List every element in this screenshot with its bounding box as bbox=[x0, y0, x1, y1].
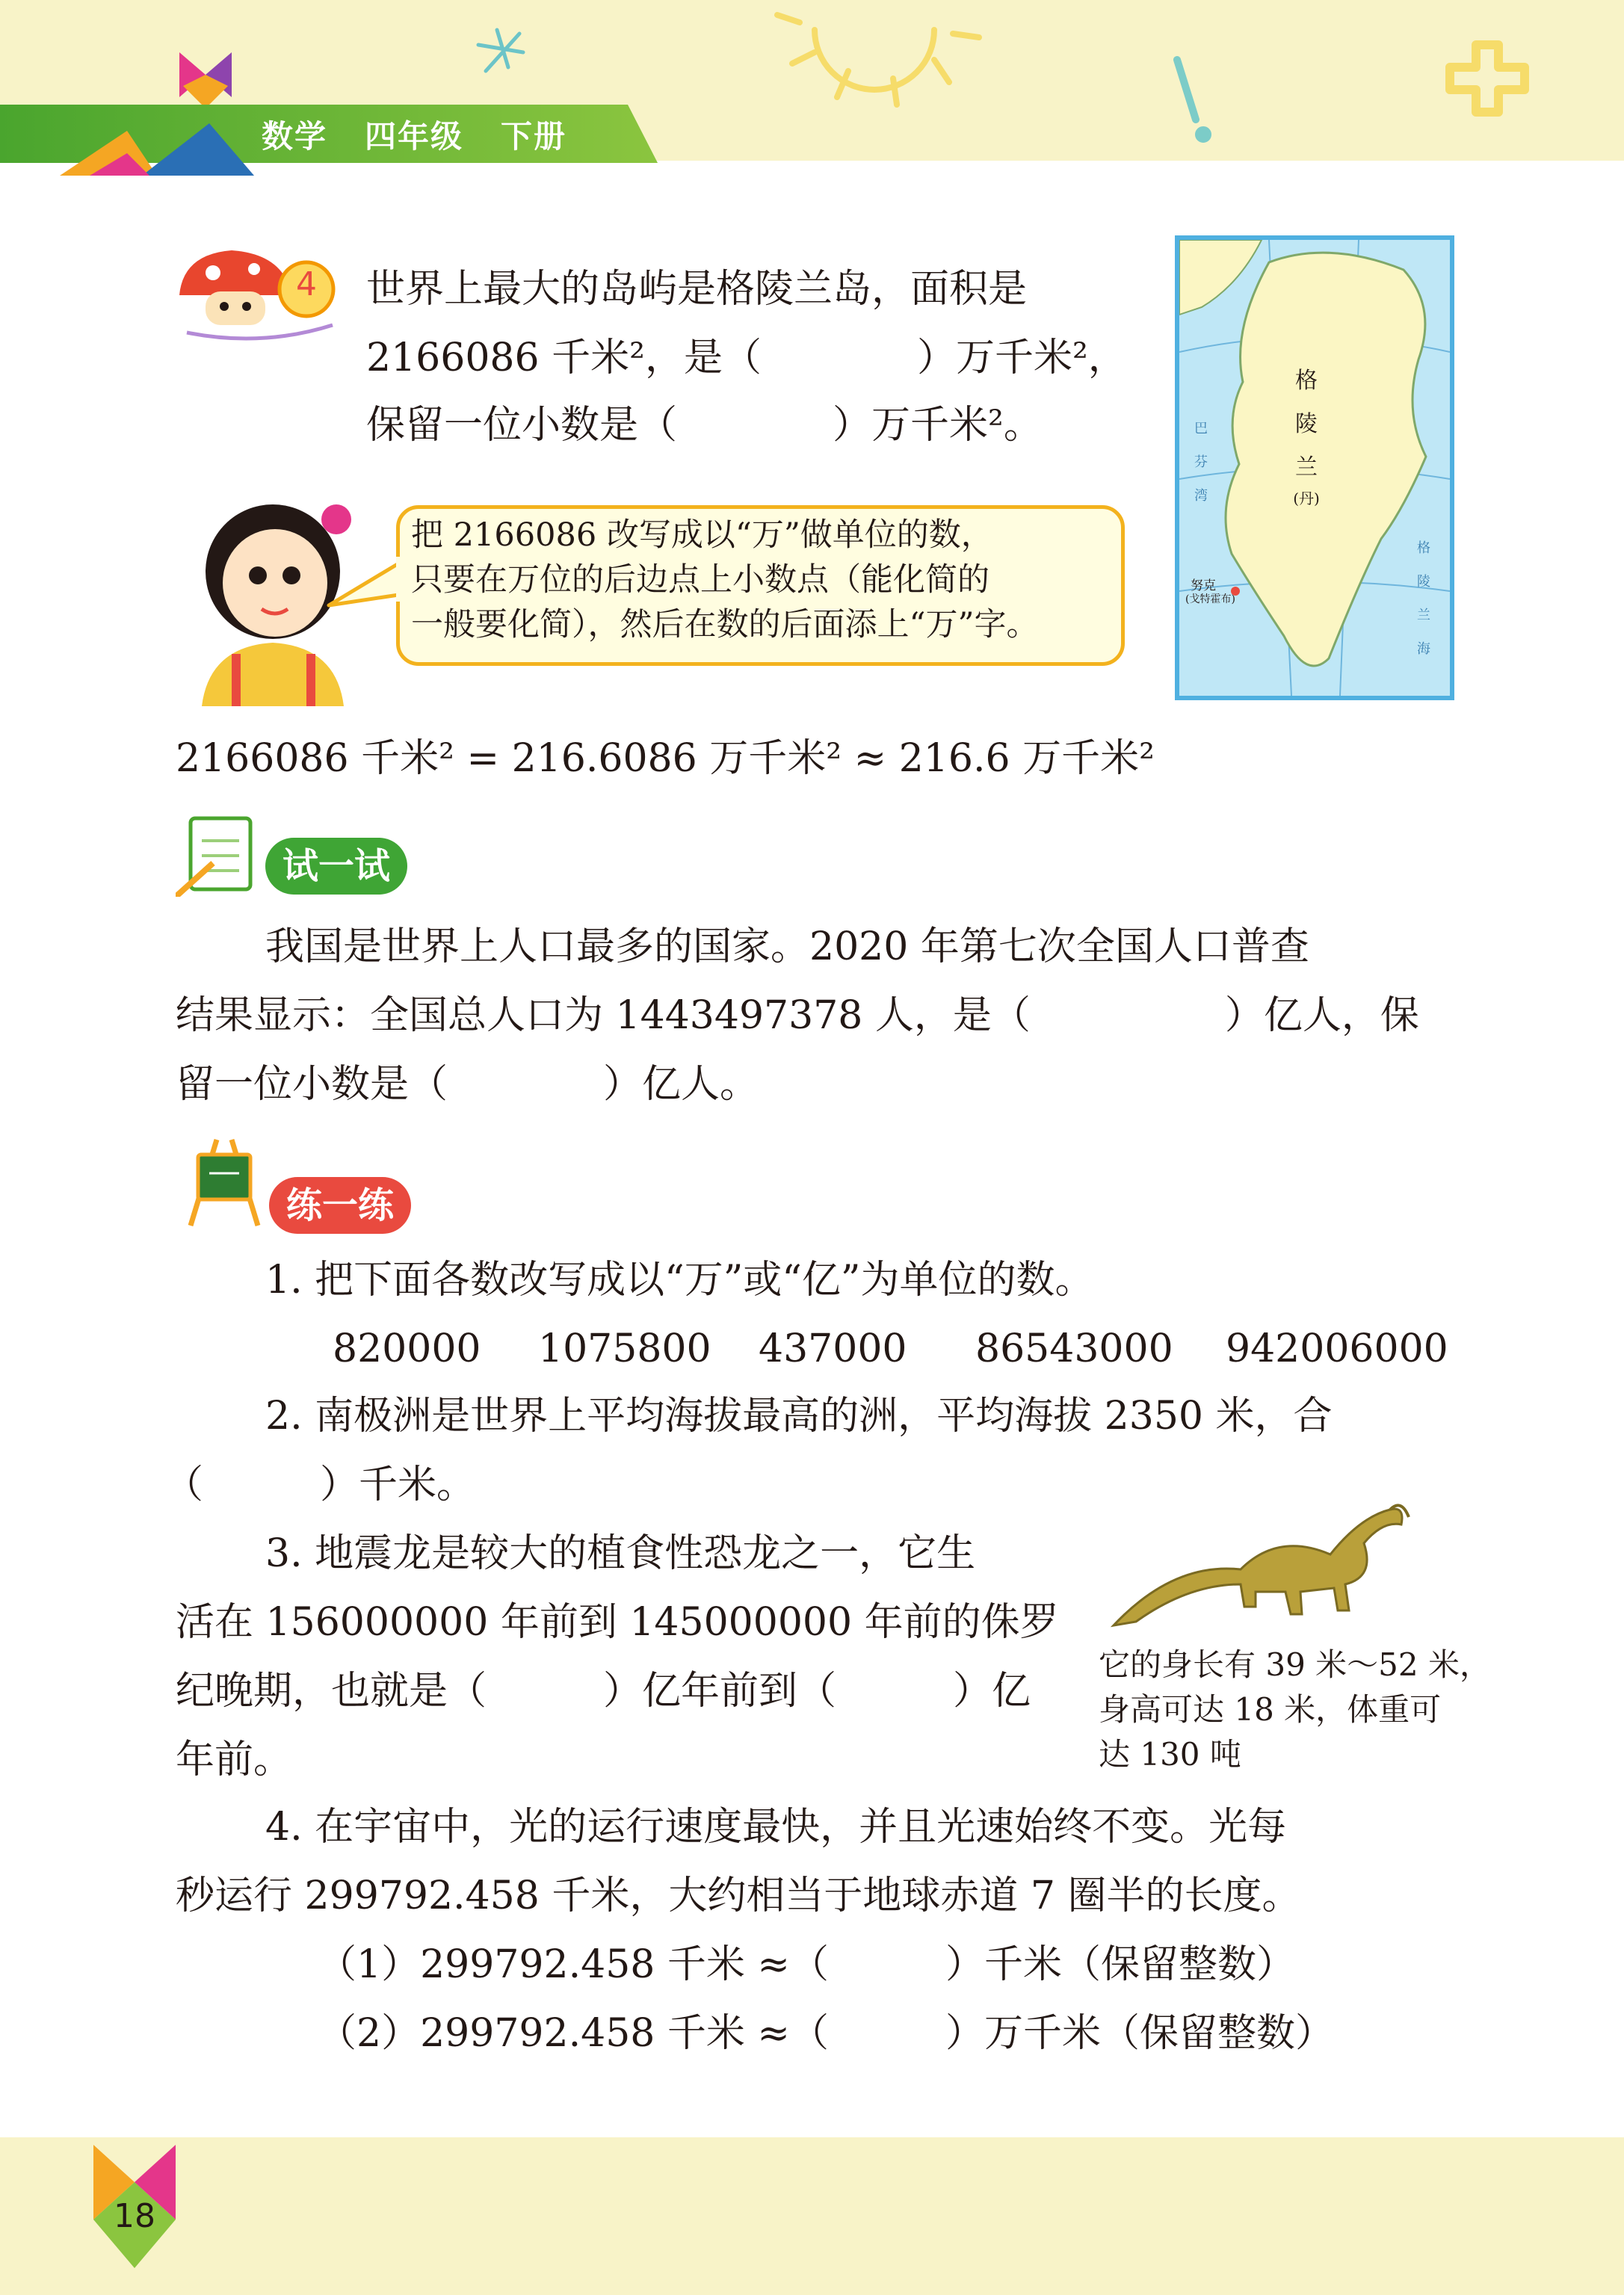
subject-label: 数学 bbox=[262, 118, 328, 155]
bubble-tail bbox=[321, 553, 404, 613]
map-char: 芬 bbox=[1194, 454, 1208, 470]
q3-line-4: 年前。 bbox=[176, 1738, 293, 1782]
map-char: 陵 bbox=[1417, 574, 1430, 590]
page-number: 18 bbox=[114, 2197, 155, 2235]
q3-line-3: 纪晚期，也就是（ ）亿年前到（ ）亿 bbox=[176, 1669, 1031, 1714]
dino-caption-line-1: 它的身长有 39 米～52 米， bbox=[1099, 1646, 1491, 1683]
greenland-shape bbox=[1226, 253, 1426, 666]
q4-sub-2: （2）299792.458 千米 ≈（ ）万千米（保留整数） bbox=[318, 2011, 1334, 2056]
greenland-map bbox=[1175, 235, 1454, 700]
tangram-logo-icon bbox=[179, 52, 232, 108]
try-line-3: 留一位小数是（ ）亿人。 bbox=[176, 1062, 759, 1107]
book-title bbox=[262, 112, 604, 157]
hint-line-2: 只要在万位的后边点上小数点（能化简的 bbox=[411, 561, 989, 599]
dino-caption-line-2: 身高可达 18 米，体重可 bbox=[1099, 1691, 1442, 1728]
try-line-2: 结果显示：全国总人口为 1443497378 人，是（ ）亿人，保 bbox=[176, 993, 1419, 1038]
example-equation: 2166086 千米² = 216.6086 万千米² ≈ 216.6 万千米² bbox=[176, 736, 1155, 781]
map-city-note: (戈特霍布) bbox=[1185, 593, 1235, 605]
map-char: 巴 bbox=[1194, 421, 1208, 436]
map-city: 努克 bbox=[1191, 578, 1216, 593]
q1-number: 1075800 bbox=[538, 1326, 711, 1371]
q1-number: 820000 bbox=[333, 1326, 481, 1371]
q1-number: 437000 bbox=[759, 1326, 907, 1371]
q3-line-2: 活在 156000000 年前到 145000000 年前的侏罗 bbox=[176, 1600, 1059, 1645]
star-doodle-icon bbox=[478, 30, 523, 71]
dino-caption-line-3: 达 130 吨 bbox=[1099, 1736, 1241, 1773]
map-sea-label-east bbox=[1417, 531, 1435, 666]
map-char: 海 bbox=[1417, 641, 1430, 657]
q4-line-1: 4. 在宇宙中，光的运行速度最快，并且光速始终不变。光每 bbox=[265, 1805, 1287, 1850]
example-number: 4 bbox=[296, 265, 317, 303]
q2-line-2: （ ）千米。 bbox=[164, 1462, 476, 1507]
grade-label: 四年级 bbox=[365, 118, 464, 155]
practice-section-title: 练一练 bbox=[269, 1177, 411, 1234]
q1-number: 942006000 bbox=[1226, 1326, 1448, 1371]
hint-line-1: 把 2166086 改写成以“万”做单位的数， bbox=[411, 516, 993, 554]
footer-background bbox=[0, 2137, 1624, 2295]
sun-icon bbox=[777, 15, 979, 105]
easel-icon bbox=[176, 1132, 273, 1229]
volume-label: 下册 bbox=[501, 118, 567, 155]
q2-line-1: 2. 南极洲是世界上平均海拔最高的洲，平均海拔 2350 米，合 bbox=[265, 1394, 1333, 1439]
map-char: 格 bbox=[1417, 540, 1430, 556]
map-char: 陵 bbox=[1295, 411, 1318, 437]
example-line-1: 世界上最大的岛屿是格陵兰岛，面积是 bbox=[366, 267, 1028, 312]
map-country-note: (丹) bbox=[1293, 489, 1320, 507]
map-island-label bbox=[1291, 359, 1321, 489]
example-line-2: 2166086 千米²，是（ ）万千米²， bbox=[366, 336, 1127, 380]
hint-line-3: 一般要化简），然后在数的后面添上“万”字。 bbox=[411, 606, 1039, 643]
exclamation-doodle-icon bbox=[1177, 60, 1208, 139]
q4-sub-1: （1）299792.458 千米 ≈（ ）千米（保留整数） bbox=[318, 1942, 1295, 1987]
map-char: 兰 bbox=[1417, 608, 1430, 623]
map-char: 兰 bbox=[1295, 454, 1318, 481]
map-char: 湾 bbox=[1194, 488, 1208, 504]
plus-doodle-icon bbox=[1450, 45, 1525, 112]
q1-number: 86543000 bbox=[975, 1326, 1173, 1371]
q1-text: 1. 把下面各数改写成以“万”或“亿”为单位的数。 bbox=[265, 1258, 1094, 1303]
q3-line-1: 3. 地震龙是较大的植食性恐龙之一，它生 bbox=[265, 1531, 976, 1576]
q4-line-2: 秒运行 299792.458 千米，大约相当于地球赤道 7 圈半的长度。 bbox=[176, 1874, 1301, 1918]
tangram-triangles-icon bbox=[60, 108, 254, 176]
try-line-1: 我国是世界上人口最多的国家。2020 年第七次全国人口普查 bbox=[265, 924, 1309, 969]
map-char: 格 bbox=[1295, 368, 1318, 394]
notepad-icon bbox=[176, 811, 262, 897]
try-section-title: 试一试 bbox=[265, 838, 407, 895]
map-sea-label-west bbox=[1194, 412, 1212, 513]
example-line-3: 保留一位小数是（ ）万千米²。 bbox=[366, 403, 1043, 448]
dinosaur-image bbox=[1106, 1487, 1412, 1629]
